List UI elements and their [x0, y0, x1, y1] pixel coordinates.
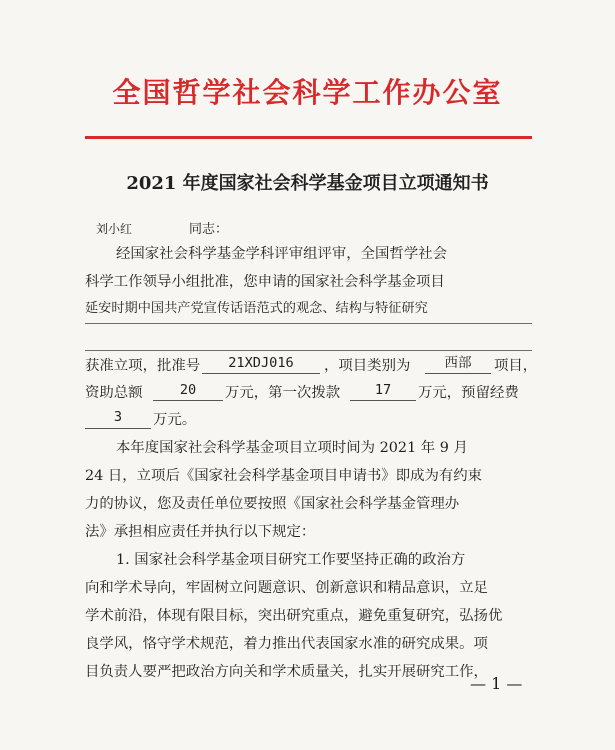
total-funding-underline — [153, 400, 223, 401]
project-name: 延安时期中国共产党宣传话语范式的观念、结构与特征研究 — [85, 301, 428, 316]
project-name-underline — [85, 323, 532, 324]
project-category-underline — [425, 373, 491, 374]
total-funding-label: 资助总额 — [85, 385, 143, 401]
reserved-funding-unit: 万元。 — [153, 412, 197, 428]
project-category: 西部 — [444, 355, 472, 371]
total-funding-amount: 20 — [179, 382, 197, 398]
recipient-name: 刘小红 — [96, 222, 133, 236]
approval-label: 获准立项，批准号 — [85, 358, 201, 374]
document-title: 2021 年度国家社会科学基金项目立项通知书 — [126, 173, 489, 194]
rule-1-line-2: 向和学术导向，牢固树立问题意识、创新意识和精品意识，立足 — [85, 580, 488, 596]
paragraph-2-line-3: 力的协议，您及责任单位要按照《国家社会科学基金管理办 — [85, 496, 460, 512]
reserved-funding-label: 万元，预留经费 — [418, 385, 519, 401]
paragraph-2-line-4: 法》承担相应责任并执行以下规定： — [85, 524, 316, 540]
paragraph-2-line-1: 本年度国家社会科学基金项目立项时间为 2021 年 9 月 — [116, 440, 468, 456]
project-category-label: ，项目类别为 — [324, 358, 411, 374]
salutation: 同志： — [189, 222, 229, 237]
office-title: 全国哲学社会科学工作办公室 — [112, 76, 503, 109]
body-line-1: 经国家社会科学基金学科评审组评审，全国哲学社会 — [116, 246, 447, 262]
first-payment-label: 万元，第一次拨款 — [225, 385, 341, 401]
approval-number: 21XDJ016 — [228, 355, 294, 371]
first-payment-underline — [350, 400, 416, 401]
blank-continuation-line — [85, 350, 532, 351]
approval-number-underline — [202, 373, 320, 374]
red-separator-rule — [85, 136, 532, 139]
paragraph-2-line-2: 24 日，立项后《国家社会科学基金项目申请书》即成为有约束 — [85, 468, 483, 484]
reserved-funding-underline — [85, 428, 151, 429]
rule-1-line-4: 良学风，恪守学术规范，着力推出代表国家水准的研究成果。项 — [85, 636, 488, 652]
reserved-funding-amount: 3 — [113, 409, 123, 425]
body-line-2: 科学工作领导小组批准，您申请的国家社会科学基金项目 — [85, 274, 445, 290]
page-number: — 1 — — [470, 674, 523, 693]
rule-1-line-1: 1. 国家社会科学基金项目研究工作要坚持正确的政治方 — [116, 552, 466, 568]
rule-1-line-5: 目负责人要严把政治方向关和学术质量关，扎实开展研究工作， — [85, 664, 488, 680]
project-label-end: 项目， — [494, 358, 538, 374]
rule-1-line-3: 学术前沿，体现有限目标，突出研究重点，避免重复研究，弘扬优 — [85, 608, 503, 624]
first-payment-amount: 17 — [374, 382, 392, 398]
